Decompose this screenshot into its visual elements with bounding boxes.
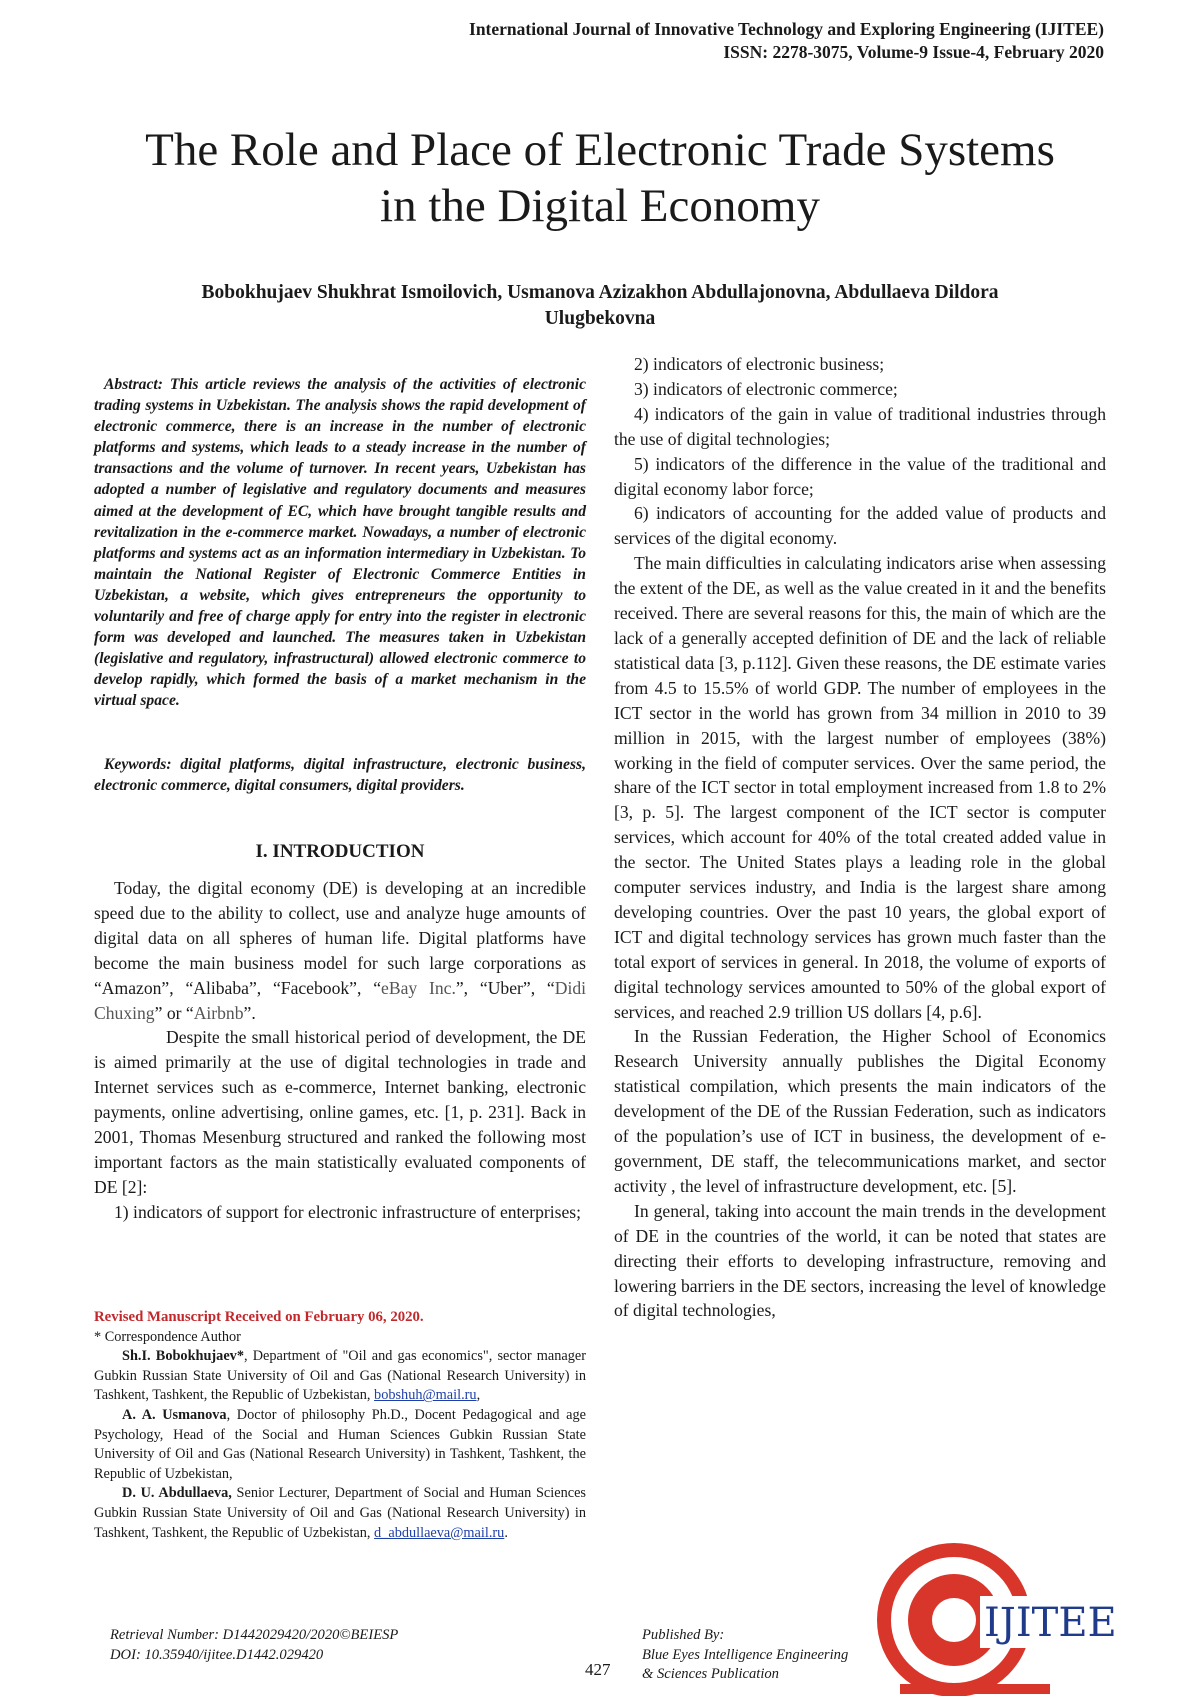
intro-p1-mid: ”, “Uber”, “ bbox=[455, 977, 555, 998]
logo-bottom-band bbox=[900, 1684, 1050, 1694]
manuscript-received: Revised Manuscript Received on February 06, 2020. bbox=[94, 1309, 424, 1325]
journal-name: International Journal of Innovative Technology and Exploring Engineering (IJITEE) bbox=[469, 19, 1104, 39]
keywords-text: digital platforms, digital infrastructure, electronic business, electronic commerce, digital consumers, digital providers. bbox=[94, 756, 586, 795]
logo-wordmark: IJITEE bbox=[984, 1600, 1117, 1646]
abstract bbox=[94, 374, 586, 712]
footnotes bbox=[94, 1308, 586, 1543]
paragraph-general-trends: In general, taking into account the main trends in the development of DE in the countries of the world, it can be noted that states are directing their efforts to developing infrastructure, removing and lowering barriers in the DE sectors, increasing the level of knowledge of digital technologies, bbox=[614, 1200, 1106, 1321]
keywords bbox=[94, 754, 586, 796]
author-3-affiliation: Senior Lecturer, Department of Social and Human Sciences Gubkin Russian State University of Oil and Gas (National Research University) in Tashkent, Tashkent, the Republic of Uzbekistan, bbox=[94, 1485, 586, 1541]
author-list-line2: Ulugbekovna bbox=[544, 308, 656, 329]
published-by-label: Published By: bbox=[642, 1627, 725, 1643]
intro-p1-end: ”. bbox=[243, 1002, 256, 1023]
paragraph-russian-federation: In the Russian Federation, the Higher School of Economics Research University annually publishes the Digital Economy statistical compilation, which presents the main indicators of the development of the DE of the Russian Federation, such as indicators of the population’s use of ICT in business, the development of e-government, DE staff, the telecommunications market, and sector activity , the level of infrastructure development, etc. [5]. bbox=[614, 1026, 1106, 1196]
keywords-separator: : bbox=[166, 756, 172, 773]
list-item-3: 3) indicators of electronic commerce; bbox=[634, 378, 898, 399]
paragraph-difficulties: The main difficulties in calculating indicators arise when assessing the extent of the DE, as well as the value created in it and the benefits received. There are several reasons for this, the main of which are the lack of a generally accepted definition of DE and the lack of reliable statistical data [3, p.112]. Given these reasons, the DE estimate varies from 4.5 to 15.5% of world GDP. The number of employees in the ICT sector in the world has grown from 34 million in 2010 to 39 million in 2015, with the largest number of employees (38%) working in the field of computer services. Over the same period, the share of the ICT sector in total employment increased from 1.8 to 2% [3, p. 5]. The largest component of the ICT sector is computer services, which account for 40% of the total created added value in the sector. The United States plays a leading role in the global computer services industry, and India is the largest share among developing countries. Over the past 10 years, the global export of ICT and digital technology services has grown much faster than the total export of services in general. In 2018, the volume of exports of digital technology services amounted to 50% of the global export of services, and reached 2.9 trillion US dollars [4, p.6]. bbox=[614, 553, 1106, 1022]
publisher-name-2: & Sciences Publication bbox=[642, 1666, 779, 1683]
intro-p1-airbnb: Airbnb bbox=[193, 1002, 244, 1023]
author-1-after: , bbox=[476, 1387, 481, 1404]
list-item-4: 4) indicators of the gain in value of traditional industries through the use of digital technologies; bbox=[614, 403, 1106, 449]
intro-p1-ebay: eBay Inc. bbox=[381, 977, 456, 998]
intro-paragraph-2: Despite the small historical period of development, the DE is aimed primarily at the use of digital technologies in trade and Internet services such as e-commerce, Internet banking, electronic payments, online advertising, online games, etc. [1, p. 231]. Back in 2001, Thomas Mesenburg structured and ranked the following most important factors as the main statistically evaluated components of DE [2]: bbox=[94, 1027, 586, 1197]
author-list bbox=[120, 280, 1080, 332]
paper-title bbox=[100, 122, 1100, 234]
right-column-text bbox=[614, 352, 1106, 1323]
author-3-name: D. U. Abdullaeva, bbox=[122, 1485, 232, 1502]
intro-p1-or: ” or “ bbox=[154, 1002, 194, 1023]
retrieval-number: Retrieval Number: D1442029420/2020©BEIESP bbox=[110, 1627, 399, 1643]
list-item-2: 2) indicators of electronic business; bbox=[634, 354, 885, 374]
author-list-line1: Bobokhujaev Shukhrat Ismoilovich, Usmanova Azizakhon Abdullajonovna, Abdullaeva Dildora bbox=[201, 282, 999, 303]
journal-issn: ISSN: 2278-3075, Volume-9 Issue-4, February 2020 bbox=[723, 42, 1104, 62]
author-2-name: A. A. Usmanova bbox=[122, 1406, 227, 1423]
abstract-label: Abstract bbox=[104, 376, 158, 393]
author-3-after: . bbox=[504, 1524, 508, 1541]
list-item-6: 6) indicators of accounting for the added value of products and services of the digital economy. bbox=[614, 503, 1106, 549]
page-number: 427 bbox=[585, 1660, 611, 1679]
correspondence-note: * Correspondence Author bbox=[94, 1328, 241, 1345]
footer-identifiers bbox=[110, 1626, 398, 1665]
section-heading-introduction: I. INTRODUCTION bbox=[255, 841, 425, 862]
introduction-text bbox=[94, 876, 586, 1225]
intro-p1-didi: Didi Chuxing bbox=[94, 977, 587, 1023]
author-2-affiliation: , Doctor of philosophy Ph.D., Docent Pedagogical and age Psychology, Head of the Social and Human Sciences Gubkin Russian State University of Oil and Gas (National Research University) in Tashkent, Tashkent, the Republic of Uzbekistan, bbox=[94, 1406, 586, 1482]
author-3-email-link[interactable]: d_abdullaeva@mail.ru bbox=[374, 1524, 505, 1541]
author-affiliation-1 bbox=[94, 1347, 586, 1406]
doi: DOI: 10.35940/ijitee.D1442.029420 bbox=[110, 1646, 324, 1663]
ijitee-logo bbox=[872, 1534, 1117, 1696]
intro-paragraph-1 bbox=[94, 876, 586, 1025]
publisher-info bbox=[642, 1626, 848, 1685]
author-affiliation-3 bbox=[94, 1484, 586, 1543]
list-item-5: 5) indicators of the difference in the value of the traditional and digital economy labor force; bbox=[614, 453, 1106, 499]
paper-title-line1: The Role and Place of Electronic Trade Systems bbox=[145, 124, 1055, 176]
abstract-separator: : bbox=[157, 376, 163, 393]
author-1-affiliation: , Department of "Oil and gas economics", sector manager Gubkin Russian State University of Oil and Gas (National Research University) in Tashkent, Tashkent, the Republic of Uzbekistan, bbox=[94, 1348, 586, 1404]
intro-list-item-1: 1) indicators of support for electronic infrastructure of enterprises; bbox=[114, 1201, 582, 1222]
author-affiliation-2 bbox=[94, 1406, 586, 1484]
paper-title-line2: in the Digital Economy bbox=[380, 180, 820, 232]
logo-center bbox=[932, 1598, 976, 1642]
author-1-name: Sh.I. Bobokhujaev* bbox=[122, 1348, 244, 1365]
abstract-text: This article reviews the analysis of the activities of electronic trading systems in Uzbekistan. The analysis shows the rapid development of electronic commerce, there is an increase in the number of electronic platforms and systems, which leads to a steady increase in the number of transactions and the volume of turnover. In recent years, Uzbekistan has adopted a number of legislative and regulatory documents and measures aimed at the development of EC, which have brought tangible results and revitalization in the e-commerce market. Nowadays, a number of electronic platforms and systems act as an information intermediary in Uzbekistan. To maintain the National Register of Electronic Commerce Entities in Uzbekistan, a website, which gives entrepreneurs the opportunity to voluntarily and free of charge apply for entry into the register in electronic form was developed and launched. The measures taken in Uzbekistan (legislative and regulatory, infrastructural) allowed electronic commerce to develop rapidly, which formed the basis of a market mechanism in the virtual space. bbox=[94, 376, 587, 710]
journal-header bbox=[469, 18, 1104, 64]
intro-p1-text: Today, the digital economy (DE) is developing at an incredible speed due to the ability to collect, use and analyze huge amounts of digital data on all spheres of human life. Digital platforms have become the main business model for such large corporations as “Amazon”, “Alibaba”, “Facebook”, “ bbox=[94, 878, 586, 998]
keywords-label: Keywords bbox=[104, 756, 167, 773]
publisher-name-1: Blue Eyes Intelligence Engineering bbox=[642, 1646, 849, 1663]
author-1-email-link[interactable]: bobshuh@mail.ru bbox=[374, 1387, 477, 1404]
